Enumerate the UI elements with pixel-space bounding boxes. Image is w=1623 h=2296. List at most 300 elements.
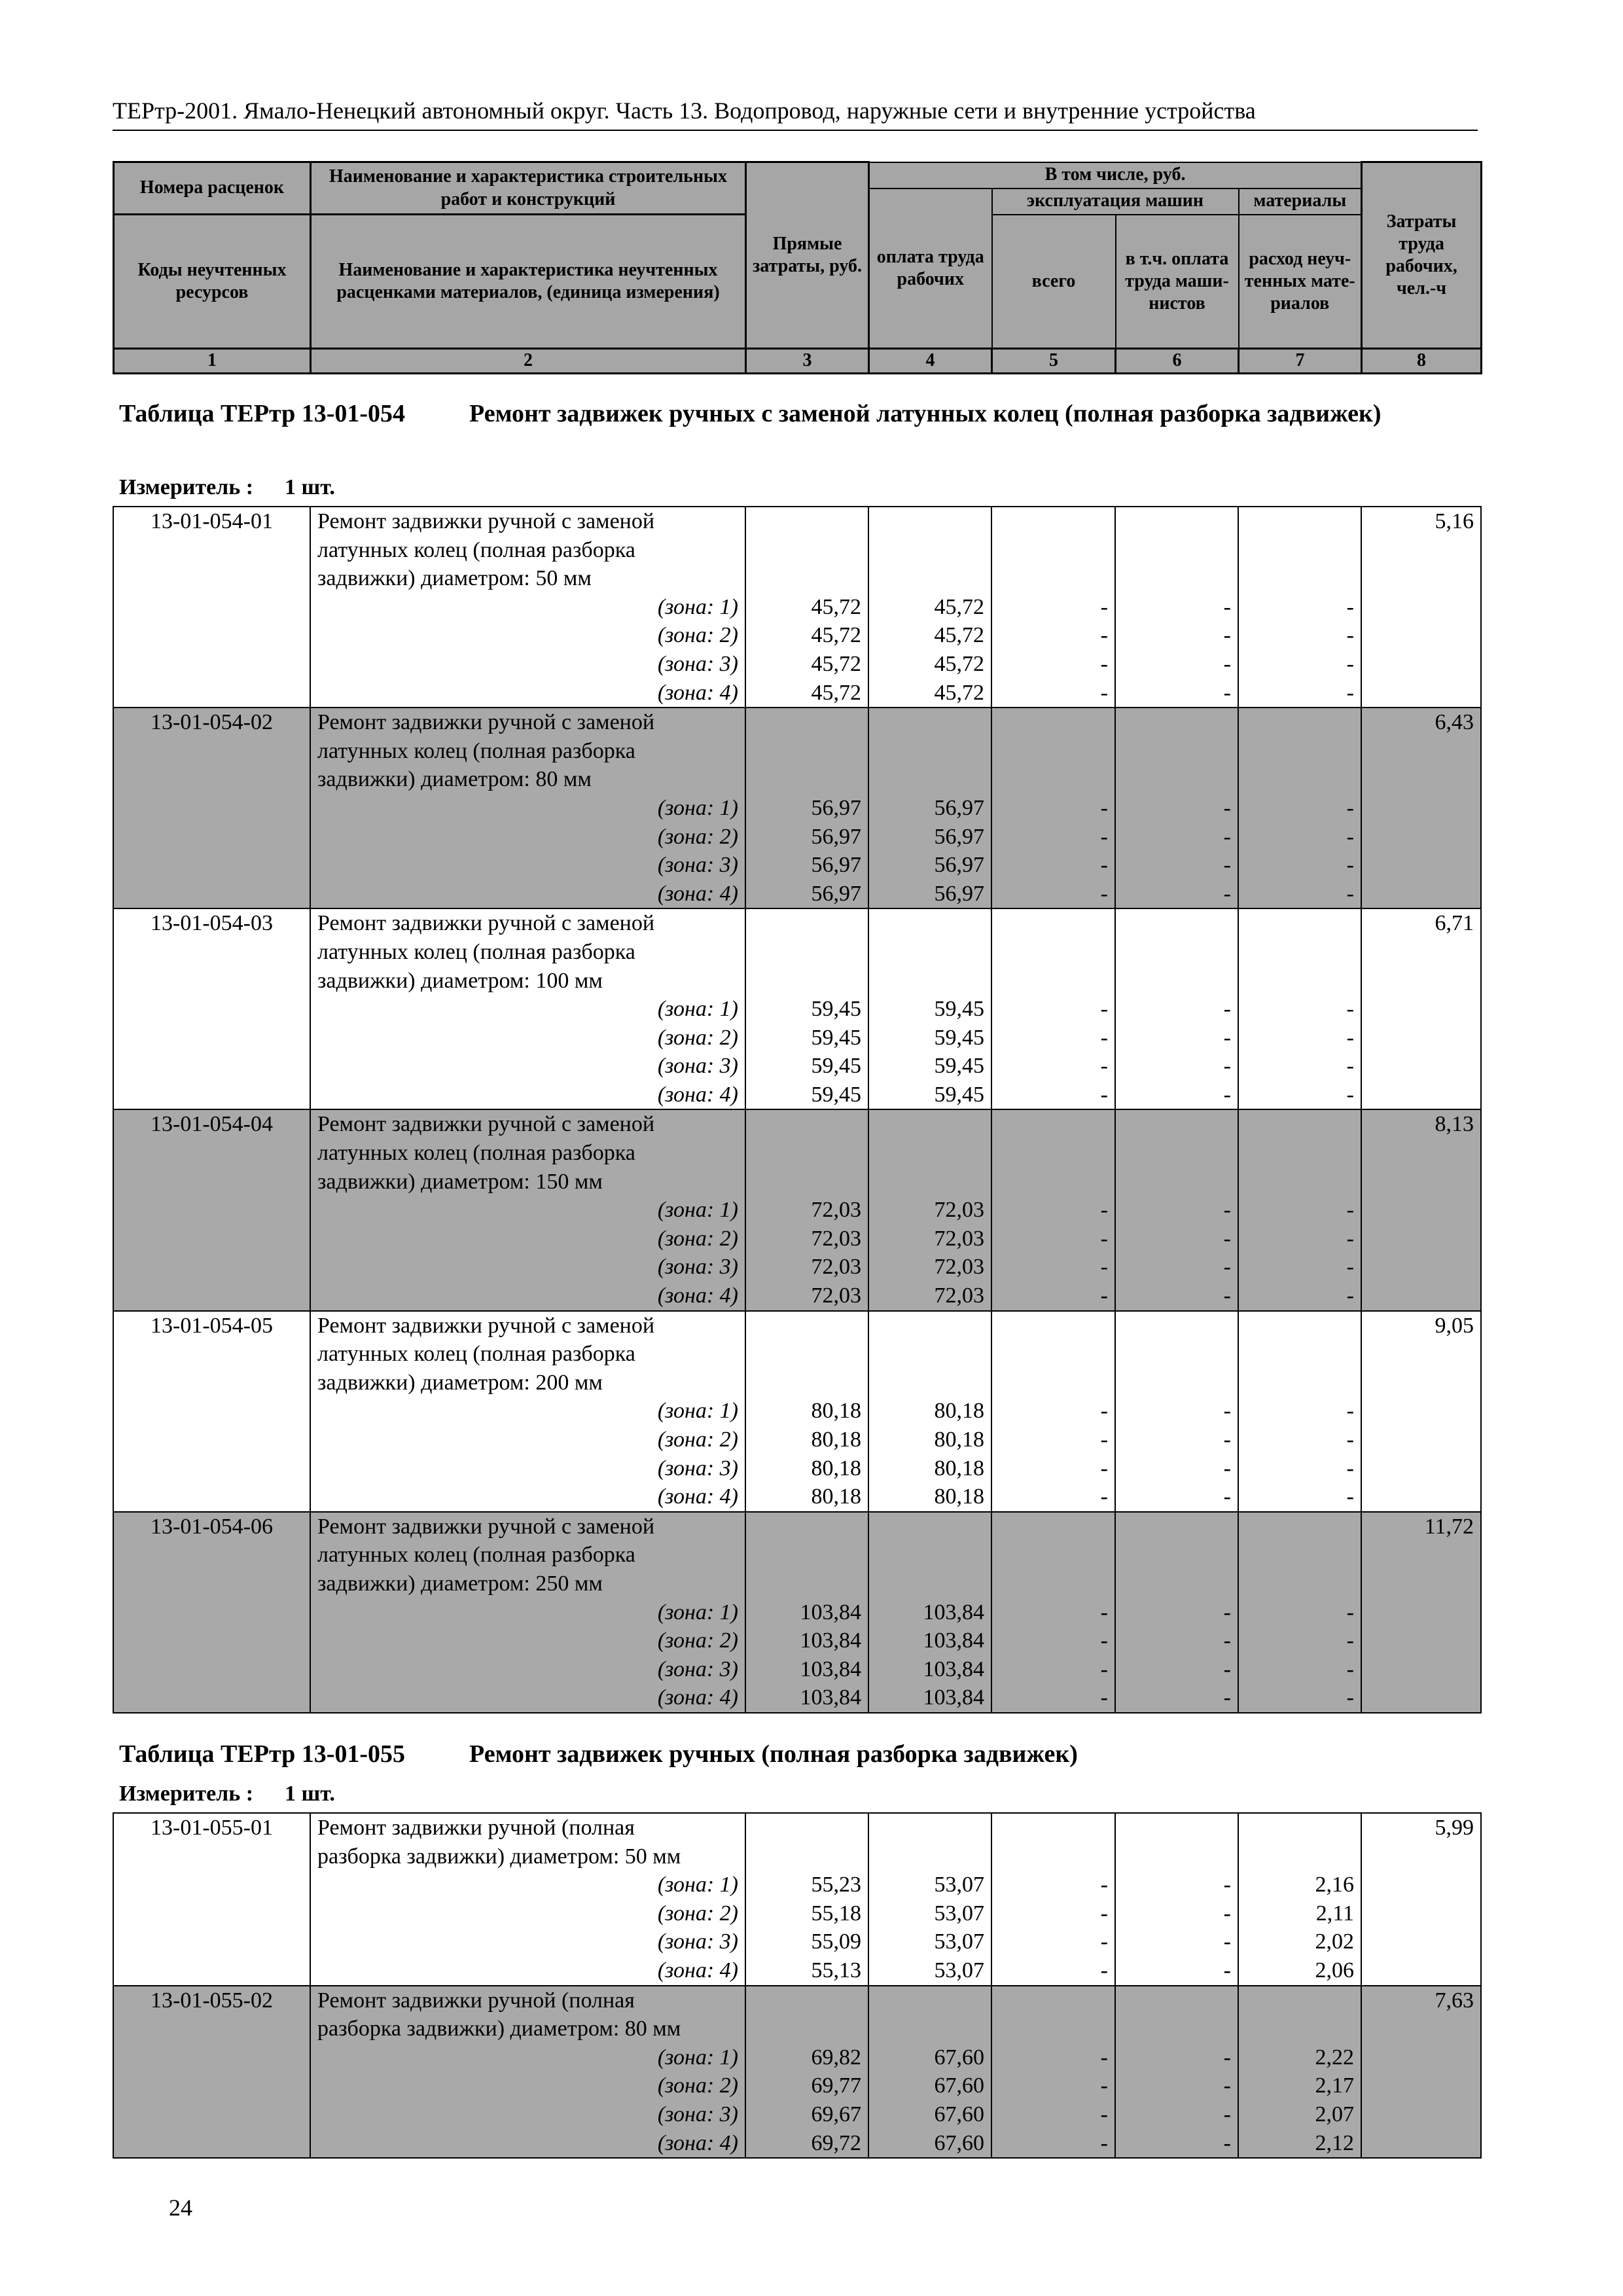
- machine-total-value: -: [991, 1626, 1115, 1655]
- zone-label: (зона: 1): [310, 794, 745, 823]
- rate-code: [113, 995, 310, 1024]
- rate-code: 13-01-054-05: [113, 1311, 310, 1340]
- empty-cell: [991, 938, 1115, 967]
- empty-cell: [991, 765, 1115, 794]
- labor-costs-value: [1361, 1683, 1481, 1713]
- materials-value: 2,16: [1238, 1871, 1361, 1899]
- direct-costs-value: 69,77: [745, 2072, 868, 2100]
- labor-costs-value: [1361, 1397, 1481, 1426]
- direct-costs-value: 56,97: [745, 851, 868, 880]
- worker-pay-value: 53,07: [868, 1871, 991, 1899]
- table-row: [113, 1340, 1481, 1369]
- labor-costs-value: [1361, 1196, 1481, 1225]
- empty-cell: [991, 1842, 1115, 1871]
- work-description: латунных колец (полная разборка: [310, 1340, 745, 1369]
- table-row: [113, 2072, 1481, 2100]
- direct-costs-value: 45,72: [745, 650, 868, 679]
- rate-code: [113, 880, 310, 909]
- machine-total-value: -: [991, 1598, 1115, 1627]
- header-material-name: Наименование и характеристика неучтенных расценками материалов, (единица измерения): [311, 215, 746, 349]
- direct-costs-value: 72,03: [745, 1282, 868, 1311]
- table-row: [113, 1541, 1481, 1570]
- labor-costs-value: [1361, 1842, 1481, 1871]
- materials-value: -: [1238, 1024, 1361, 1052]
- empty-cell: [1115, 1109, 1238, 1139]
- labor-costs-value: [1361, 823, 1481, 852]
- empty-cell: [745, 967, 868, 996]
- rate-code: [113, 938, 310, 967]
- zone-label: (зона: 1): [310, 1598, 745, 1627]
- rate-code: [113, 650, 310, 679]
- work-description: задвижки) диаметром: 80 мм: [310, 765, 745, 794]
- worker-pay-value: 53,07: [868, 1899, 991, 1928]
- direct-costs-value: 69,67: [745, 2100, 868, 2129]
- table-row: [113, 908, 1481, 938]
- work-description: Ремонт задвижки ручной с заменой: [310, 1109, 745, 1139]
- zone-label: (зона: 3): [310, 1052, 745, 1081]
- empty-cell: [1238, 1168, 1361, 1196]
- table-row: [113, 1397, 1481, 1426]
- empty-cell: [1238, 564, 1361, 593]
- rate-code: [113, 679, 310, 708]
- machine-total-value: -: [991, 880, 1115, 909]
- rate-code: [113, 2129, 310, 2159]
- rate-code: [113, 1225, 310, 1253]
- machinist-pay-value: -: [1115, 2100, 1238, 2129]
- machinist-pay-value: -: [1115, 1655, 1238, 1684]
- table-row: [113, 967, 1481, 996]
- materials-value: -: [1238, 851, 1361, 880]
- header-col-number: 2: [311, 349, 746, 374]
- machinist-pay-value: -: [1115, 1081, 1238, 1110]
- materials-value: 2,11: [1238, 1899, 1361, 1928]
- empty-cell: [745, 1986, 868, 2015]
- rate-code: [113, 823, 310, 852]
- direct-costs-value: 72,03: [745, 1196, 868, 1225]
- machine-total-value: -: [991, 1426, 1115, 1454]
- labor-costs-value: 7,63: [1361, 1986, 1481, 2015]
- labor-costs-value: [1361, 564, 1481, 593]
- empty-cell: [991, 1512, 1115, 1541]
- table-row: [113, 794, 1481, 823]
- rate-code: [113, 1899, 310, 1928]
- table-row: [113, 1196, 1481, 1225]
- direct-costs-value: 56,97: [745, 823, 868, 852]
- zone-label: (зона: 1): [310, 1397, 745, 1426]
- empty-cell: [745, 507, 868, 536]
- empty-cell: [1115, 2015, 1238, 2043]
- empty-cell: [745, 1570, 868, 1598]
- rate-code: [113, 1253, 310, 1282]
- worker-pay-value: 103,84: [868, 1683, 991, 1713]
- worker-pay-value: 80,18: [868, 1397, 991, 1426]
- materials-value: -: [1238, 1282, 1361, 1311]
- machinist-pay-value: -: [1115, 1956, 1238, 1986]
- empty-cell: [745, 1340, 868, 1369]
- labor-costs-value: 6,71: [1361, 908, 1481, 938]
- labor-costs-value: [1361, 1956, 1481, 1986]
- table-row: [113, 823, 1481, 852]
- labor-costs-value: 11,72: [1361, 1512, 1481, 1541]
- rate-code: [113, 851, 310, 880]
- rate-code: [113, 593, 310, 622]
- materials-value: -: [1238, 593, 1361, 622]
- materials-value: 2,07: [1238, 2100, 1361, 2129]
- table-row: [113, 1899, 1481, 1928]
- machine-total-value: -: [991, 1081, 1115, 1110]
- table-row: [113, 1813, 1481, 1842]
- empty-cell: [868, 908, 991, 938]
- labor-costs-value: [1361, 1871, 1481, 1899]
- empty-cell: [991, 1109, 1115, 1139]
- labor-costs-value: [1361, 650, 1481, 679]
- worker-pay-value: 103,84: [868, 1598, 991, 1627]
- work-description: Ремонт задвижки ручной (полная: [310, 1813, 745, 1842]
- machine-total-value: -: [991, 1024, 1115, 1052]
- empty-cell: [868, 737, 991, 766]
- empty-cell: [991, 1570, 1115, 1598]
- machine-total-value: -: [991, 1225, 1115, 1253]
- empty-cell: [991, 1369, 1115, 1397]
- worker-pay-value: 56,97: [868, 794, 991, 823]
- machinist-pay-value: -: [1115, 794, 1238, 823]
- machine-total-value: -: [991, 823, 1115, 852]
- rate-code: 13-01-055-01: [113, 1813, 310, 1842]
- work-description: Ремонт задвижки ручной с заменой: [310, 1311, 745, 1340]
- header-materials: материалы: [1239, 188, 1362, 215]
- worker-pay-value: 80,18: [868, 1482, 991, 1512]
- empty-cell: [745, 1311, 868, 1340]
- labor-costs-value: [1361, 1928, 1481, 1956]
- worker-pay-value: 80,18: [868, 1454, 991, 1483]
- labor-costs-value: [1361, 765, 1481, 794]
- labor-costs-value: [1361, 1052, 1481, 1081]
- empty-cell: [868, 2015, 991, 2043]
- rate-code: 13-01-055-02: [113, 1986, 310, 2015]
- materials-value: -: [1238, 1426, 1361, 1454]
- materials-value: -: [1238, 794, 1361, 823]
- machine-total-value: -: [991, 1482, 1115, 1512]
- empty-cell: [1115, 1139, 1238, 1168]
- machinist-pay-value: -: [1115, 593, 1238, 622]
- materials-value: -: [1238, 1655, 1361, 1684]
- machine-total-value: -: [991, 593, 1115, 622]
- machinist-pay-value: -: [1115, 2129, 1238, 2159]
- machine-total-value: -: [991, 1282, 1115, 1311]
- machinist-pay-value: -: [1115, 1225, 1238, 1253]
- empty-cell: [1238, 1986, 1361, 2015]
- rate-code: [113, 564, 310, 593]
- zone-label: (зона: 2): [310, 1426, 745, 1454]
- work-description: Ремонт задвижки ручной (полная: [310, 1986, 745, 2015]
- empty-cell: [1238, 536, 1361, 565]
- zone-label: (зона: 2): [310, 1024, 745, 1052]
- zone-label: (зона: 1): [310, 1871, 745, 1899]
- direct-costs-value: 80,18: [745, 1397, 868, 1426]
- empty-cell: [1238, 507, 1361, 536]
- materials-value: -: [1238, 823, 1361, 852]
- zone-label: (зона: 1): [310, 593, 745, 622]
- direct-costs-value: 103,84: [745, 1626, 868, 1655]
- labor-costs-value: [1361, 1899, 1481, 1928]
- table-row: [113, 1024, 1481, 1052]
- machinist-pay-value: -: [1115, 650, 1238, 679]
- empty-cell: [1115, 1168, 1238, 1196]
- worker-pay-value: 67,60: [868, 2072, 991, 2100]
- labor-costs-value: [1361, 1570, 1481, 1598]
- labor-costs-value: [1361, 621, 1481, 650]
- materials-value: -: [1238, 650, 1361, 679]
- machine-total-value: -: [991, 1253, 1115, 1282]
- table-row: [113, 1928, 1481, 1956]
- labor-costs-value: [1361, 1626, 1481, 1655]
- empty-cell: [1238, 1512, 1361, 1541]
- labor-costs-value: [1361, 967, 1481, 996]
- machinist-pay-value: -: [1115, 823, 1238, 852]
- machinist-pay-value: -: [1115, 1024, 1238, 1052]
- labor-costs-value: [1361, 995, 1481, 1024]
- worker-pay-value: 45,72: [868, 650, 991, 679]
- machinist-pay-value: -: [1115, 2043, 1238, 2072]
- zone-label: (зона: 4): [310, 2129, 745, 2159]
- rate-code: 13-01-054-06: [113, 1512, 310, 1541]
- empty-cell: [1238, 765, 1361, 794]
- table-row: [113, 1655, 1481, 1684]
- header-including: В том числе, руб.: [869, 162, 1362, 188]
- header-work-name: Наименование и характеристика строительных работ и конструкций: [311, 162, 746, 215]
- machinist-pay-value: -: [1115, 1598, 1238, 1627]
- table-row: [113, 2129, 1481, 2159]
- header-col-number: 7: [1239, 349, 1362, 374]
- machinist-pay-value: -: [1115, 1683, 1238, 1713]
- direct-costs-value: 45,72: [745, 593, 868, 622]
- work-description: разборка задвижки) диаметром: 80 мм: [310, 2015, 745, 2043]
- zone-label: (зона: 4): [310, 880, 745, 909]
- labor-costs-value: [1361, 536, 1481, 565]
- zone-label: (зона: 3): [310, 851, 745, 880]
- empty-cell: [1238, 1340, 1361, 1369]
- header-direct-costs: Прямые затраты, руб.: [746, 162, 869, 349]
- rate-code: 13-01-054-03: [113, 908, 310, 938]
- labor-costs-value: [1361, 1369, 1481, 1397]
- empty-cell: [745, 1369, 868, 1397]
- machine-total-value: -: [991, 621, 1115, 650]
- machinist-pay-value: -: [1115, 1871, 1238, 1899]
- worker-pay-value: 59,45: [868, 995, 991, 1024]
- table-row: [113, 2015, 1481, 2043]
- empty-cell: [1115, 1512, 1238, 1541]
- header-resource-codes: Коды неучтенных ресурсов: [114, 215, 311, 349]
- materials-value: -: [1238, 1225, 1361, 1253]
- table-row: [113, 765, 1481, 794]
- direct-costs-value: 69,72: [745, 2129, 868, 2159]
- direct-costs-value: 59,45: [745, 995, 868, 1024]
- materials-value: 2,22: [1238, 2043, 1361, 2072]
- zone-label: (зона: 2): [310, 1225, 745, 1253]
- header-total: всего: [992, 215, 1116, 349]
- direct-costs-value: 55,23: [745, 1871, 868, 1899]
- labor-costs-value: [1361, 1454, 1481, 1483]
- machinist-pay-value: -: [1115, 1052, 1238, 1081]
- table-row: [113, 1311, 1481, 1340]
- rate-code: [113, 1196, 310, 1225]
- materials-value: -: [1238, 1626, 1361, 1655]
- empty-cell: [868, 938, 991, 967]
- rate-code: [113, 1139, 310, 1168]
- empty-cell: [1238, 1139, 1361, 1168]
- zone-label: (зона: 2): [310, 621, 745, 650]
- table-row: [113, 737, 1481, 766]
- empty-cell: [868, 564, 991, 593]
- direct-costs-value: 80,18: [745, 1454, 868, 1483]
- empty-cell: [868, 1109, 991, 1139]
- labor-costs-value: [1361, 1168, 1481, 1196]
- rate-code: [113, 1683, 310, 1713]
- machinist-pay-value: -: [1115, 1928, 1238, 1956]
- rate-code: [113, 1081, 310, 1110]
- empty-cell: [868, 1311, 991, 1340]
- empty-cell: [745, 938, 868, 967]
- direct-costs-value: 103,84: [745, 1598, 868, 1627]
- rate-code: [113, 737, 310, 766]
- labor-costs-value: [1361, 2072, 1481, 2100]
- empty-cell: [991, 507, 1115, 536]
- direct-costs-value: 56,97: [745, 880, 868, 909]
- empty-cell: [745, 708, 868, 737]
- rate-code: [113, 1454, 310, 1483]
- materials-value: -: [1238, 679, 1361, 708]
- rate-code: [113, 1570, 310, 1598]
- work-description: задвижки) диаметром: 50 мм: [310, 564, 745, 593]
- machinist-pay-value: -: [1115, 1454, 1238, 1483]
- direct-costs-value: 59,45: [745, 1081, 868, 1110]
- column-header-table: [113, 161, 1482, 374]
- rate-code: 13-01-054-02: [113, 708, 310, 737]
- empty-cell: [991, 1340, 1115, 1369]
- rate-code: [113, 1168, 310, 1196]
- direct-costs-value: 72,03: [745, 1253, 868, 1282]
- empty-cell: [1115, 1570, 1238, 1598]
- machinist-pay-value: -: [1115, 2072, 1238, 2100]
- table-name: Ремонт задвижек ручных (полная разборка задвижек): [469, 1740, 1078, 1768]
- table-row: [113, 1426, 1481, 1454]
- direct-costs-value: 45,72: [745, 621, 868, 650]
- zone-label: (зона: 4): [310, 1081, 745, 1110]
- machine-total-value: -: [991, 1683, 1115, 1713]
- empty-cell: [745, 737, 868, 766]
- table-row: [113, 1683, 1481, 1713]
- zone-label: (зона: 3): [310, 1454, 745, 1483]
- empty-cell: [745, 1139, 868, 1168]
- labor-costs-value: [1361, 1225, 1481, 1253]
- materials-value: -: [1238, 1253, 1361, 1282]
- empty-cell: [991, 564, 1115, 593]
- work-description: латунных колец (полная разборка: [310, 737, 745, 766]
- machine-total-value: -: [991, 1454, 1115, 1483]
- empty-cell: [868, 1369, 991, 1397]
- empty-cell: [745, 1168, 868, 1196]
- table-row: [113, 1253, 1481, 1282]
- rate-code: [113, 1397, 310, 1426]
- empty-cell: [868, 967, 991, 996]
- zone-label: (зона: 4): [310, 1482, 745, 1512]
- labor-costs-value: [1361, 1541, 1481, 1570]
- rate-code: [113, 2043, 310, 2072]
- materials-value: -: [1238, 1683, 1361, 1713]
- machine-total-value: -: [991, 1196, 1115, 1225]
- machine-total-value: -: [991, 794, 1115, 823]
- zone-label: (зона: 2): [310, 1626, 745, 1655]
- machinist-pay-value: -: [1115, 1899, 1238, 1928]
- worker-pay-value: 103,84: [868, 1655, 991, 1684]
- machinist-pay-value: -: [1115, 621, 1238, 650]
- worker-pay-value: 72,03: [868, 1225, 991, 1253]
- direct-costs-value: 55,09: [745, 1928, 868, 1956]
- materials-value: -: [1238, 1598, 1361, 1627]
- work-description: Ремонт задвижки ручной с заменой: [310, 708, 745, 737]
- labor-costs-value: 6,43: [1361, 708, 1481, 737]
- machinist-pay-value: -: [1115, 1626, 1238, 1655]
- table-row: [113, 938, 1481, 967]
- header-col-number: 8: [1362, 349, 1482, 374]
- empty-cell: [868, 507, 991, 536]
- rate-code: [113, 1482, 310, 1512]
- empty-cell: [868, 1813, 991, 1842]
- table-row: [113, 2100, 1481, 2129]
- worker-pay-value: 59,45: [868, 1081, 991, 1110]
- zone-label: (зона: 4): [310, 1282, 745, 1311]
- machine-total-value: -: [991, 1655, 1115, 1684]
- rate-code: 13-01-054-04: [113, 1109, 310, 1139]
- table-row: [113, 593, 1481, 622]
- empty-cell: [868, 1570, 991, 1598]
- work-description: Ремонт задвижки ручной с заменой: [310, 908, 745, 938]
- work-description: Ремонт задвижки ручной с заменой: [310, 1512, 745, 1541]
- materials-value: -: [1238, 1482, 1361, 1512]
- zone-label: (зона: 3): [310, 650, 745, 679]
- labor-costs-value: [1361, 679, 1481, 708]
- table-row: [113, 1482, 1481, 1512]
- empty-cell: [1238, 1570, 1361, 1598]
- empty-cell: [868, 708, 991, 737]
- empty-cell: [745, 1109, 868, 1139]
- machine-total-value: -: [991, 650, 1115, 679]
- rate-code: [113, 1598, 310, 1627]
- rate-code: [113, 1369, 310, 1397]
- rate-code: [113, 1282, 310, 1311]
- labor-costs-value: [1361, 2015, 1481, 2043]
- machinist-pay-value: -: [1115, 880, 1238, 909]
- empty-cell: [1115, 536, 1238, 565]
- direct-costs-value: 69,82: [745, 2043, 868, 2072]
- empty-cell: [1115, 1369, 1238, 1397]
- labor-costs-value: [1361, 1482, 1481, 1512]
- table-code: Таблица ТЕРтр 13-01-055: [119, 1740, 406, 1768]
- empty-cell: [1115, 564, 1238, 593]
- empty-cell: [991, 908, 1115, 938]
- labor-costs-value: [1361, 1340, 1481, 1369]
- empty-cell: [745, 1842, 868, 1871]
- labor-costs-value: [1361, 1598, 1481, 1627]
- labor-costs-value: [1361, 2043, 1481, 2072]
- zone-label: (зона: 1): [310, 995, 745, 1024]
- work-description: латунных колец (полная разборка: [310, 536, 745, 565]
- worker-pay-value: 59,45: [868, 1052, 991, 1081]
- table-row: [113, 650, 1481, 679]
- rate-code: [113, 1842, 310, 1871]
- machinist-pay-value: -: [1115, 1426, 1238, 1454]
- empty-cell: [745, 1541, 868, 1570]
